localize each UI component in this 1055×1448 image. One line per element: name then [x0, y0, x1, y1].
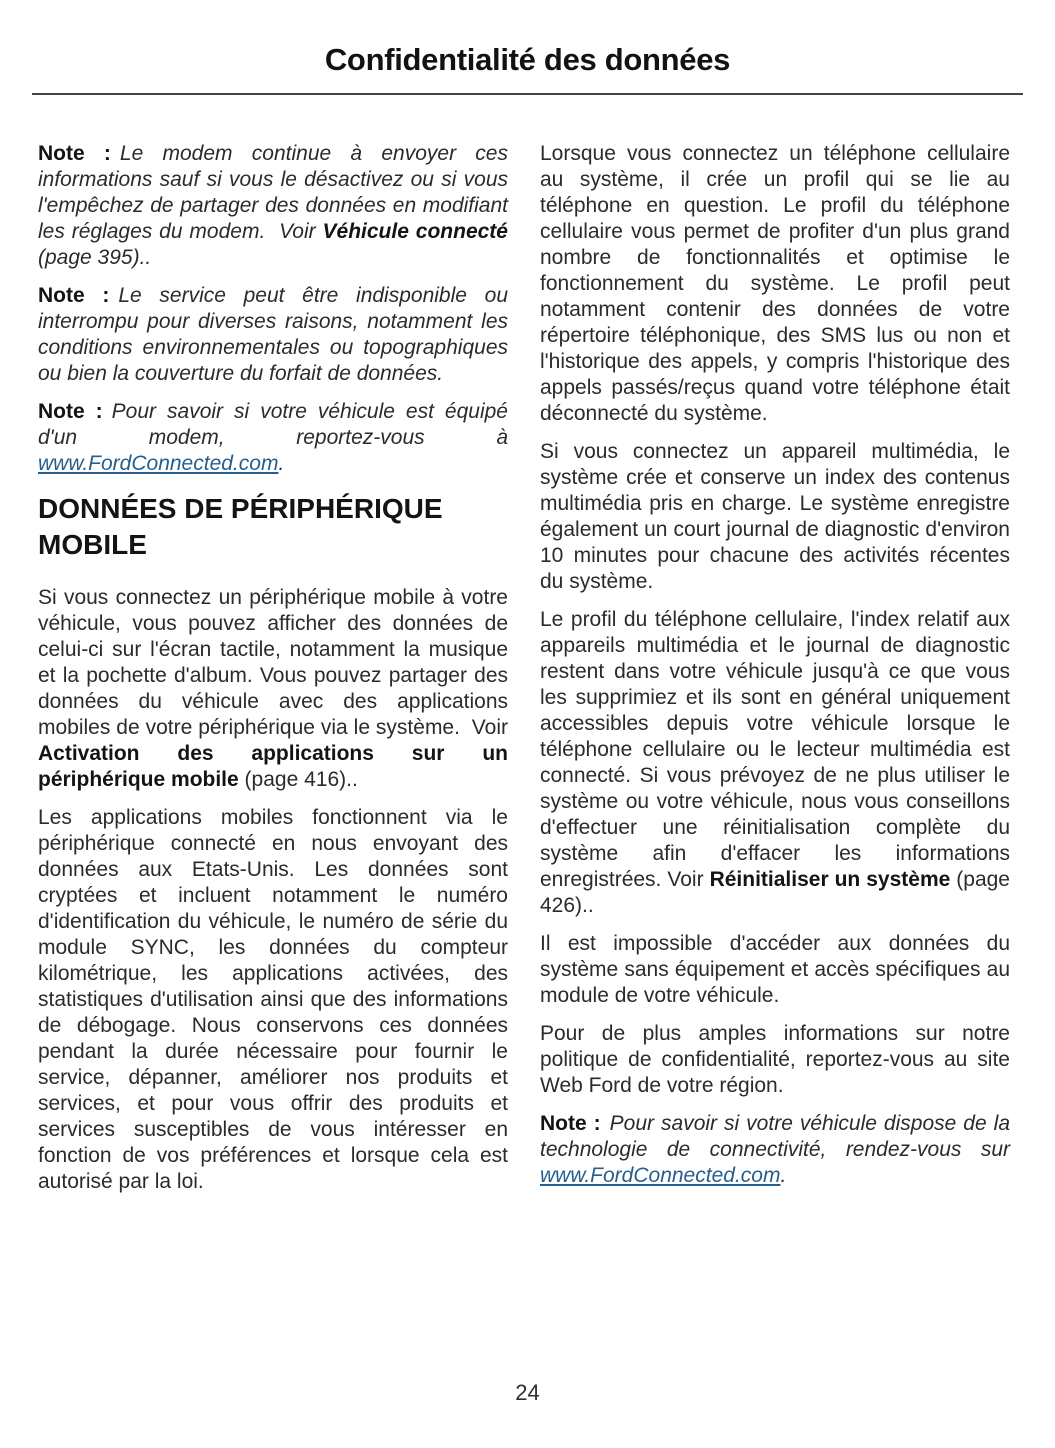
page-title: Confidentialité des données [324, 42, 731, 77]
body-paragraph-privacy-policy: Pour de plus amples informations sur notre politique de confidentialité, reportez-vous au site Web Ford de votre région. [540, 1022, 1010, 1097]
body-paragraph-phone-profile: Lorsque vous connectez un téléphone cellulaire au système, il crée un profil qui se lie au téléphone en question. Le profil du téléphone cellulaire vous permet de profiter d'un plus grand nombre de fonctionnalités et optimise le fonctionnement du système. Le profil peut notamment contenir des données de votre répertoire téléphonique, des SMS lus ou non et l'historique des appels, y compris l'historique des appels passés/reçus quand votre téléphone était déconnecté du système. [540, 142, 1010, 425]
cross-reference-system-reset: Réinitialiser un système [709, 868, 951, 891]
paragraph-text: Si vous connectez un périphérique mobile à votre véhicule, vous pouvez afficher des données de celui-ci sur l'écran tactile, notamment la musique et la pochette d'album. Vous pouvez partager des données du véhicule avec des applications mobiles de votre périphérique via le système. Voir [38, 586, 508, 739]
page-header [0, 0, 1055, 78]
paragraph-page-ref: (page 416).. [238, 768, 358, 791]
body-paragraph-mobile-device [38, 585, 508, 793]
body-paragraph-data-retention [540, 607, 1010, 919]
note-label: Note : [38, 142, 111, 165]
body-paragraph-mobile-apps: Les applications mobiles fonctionnent via le périphérique connecté en nous envoyant des données aux Etats-Unis. Les données sont cryptées et incluent notamment le numéro d'identification du véhicule, le numéro de série du module SYNC, les données du compteur kilométrique, les applications activées, des statistiques d'utilisation ainsi que des informations de débogage. Nous conservons ces données pendant la durée nécessaire pour fournir le service, dépanner, améliorer nos produits et services, et pour vous offrir des produits et services susceptibles de vous intéresser en fonction de vos préférences et lorsque cela est autorisé par la loi. [38, 806, 508, 1193]
note-text-after-link: . [278, 452, 285, 475]
ford-connected-link[interactable]: www.FordConnected.com [540, 1164, 781, 1187]
page-number: 24 [515, 1380, 540, 1405]
body-paragraph-media-device: Si vous connectez un appareil multimédia, le système crée et conserve un index des contenus multimédia pris en charge. Le système enregistre également un court journal de diagnostic d'environ 10 minutes pour chacune des activités récentes du système. [540, 440, 1010, 593]
note-modem [38, 141, 508, 271]
note-label: Note : [540, 1112, 601, 1135]
note-text-after-link: . [780, 1164, 787, 1187]
note-text: Le modem continue à envoyer ces informations sauf si vous le désactivez ou si vous l'empêchez de partager des données en modifiant les réglages du modem. Voir [38, 142, 508, 243]
note-text: Pour savoir si votre véhicule dispose de la technologie de connectivité, rendez-vous sur [540, 1112, 1010, 1161]
paragraph-page-ref: (page 426).. [540, 868, 1010, 917]
note-modem-equipped [38, 399, 508, 477]
note-text: Le service peut être indisponible ou interrompu pour diverses raisons, notamment les conditions environnementales ou topographiques ou bien la couverture du forfait de données. [38, 284, 508, 385]
two-column-layout [0, 95, 1055, 1207]
cross-reference-app-activation: Activation des applications sur un périphérique mobile [38, 742, 508, 791]
note-service [38, 283, 508, 387]
ford-connected-link[interactable]: www.FordConnected.com [38, 452, 279, 475]
note-page-ref: (page 395).. [38, 246, 152, 269]
note-connectivity [540, 1111, 1010, 1189]
note-label: Note : [38, 284, 110, 307]
section-heading-mobile-device-data: DONNÉES DE PÉRIPHÉRIQUE MOBILE [38, 493, 443, 560]
left-column [38, 141, 508, 1207]
cross-reference-vehicule-connecte: Véhicule connecté [322, 220, 508, 243]
body-paragraph-data-access: Il est impossible d'accéder aux données du système sans équipement et accès spécifiques au module de votre véhicule. [540, 932, 1010, 1007]
note-label: Note : [38, 400, 103, 423]
paragraph-text: Le profil du téléphone cellulaire, l'index relatif aux appareils multimédia et le journal de diagnostic restent dans votre véhicule jusqu'à ce que vous les supprimiez et ils sont en général uniquement accessibles depuis votre véhicule lorsque le téléphone cellulaire ou le lecteur multimédia est connecté. Si vous prévoyez de ne plus utiliser le système ou votre véhicule, nous vous conseillons d'effectuer une réinitialisation complète du système afin d'effacer les informations enregistrées. Voir [540, 608, 1010, 891]
right-column [540, 141, 1010, 1207]
note-text: Pour savoir si votre véhicule est équipé d'un modem, reportez-vous à [38, 400, 508, 449]
